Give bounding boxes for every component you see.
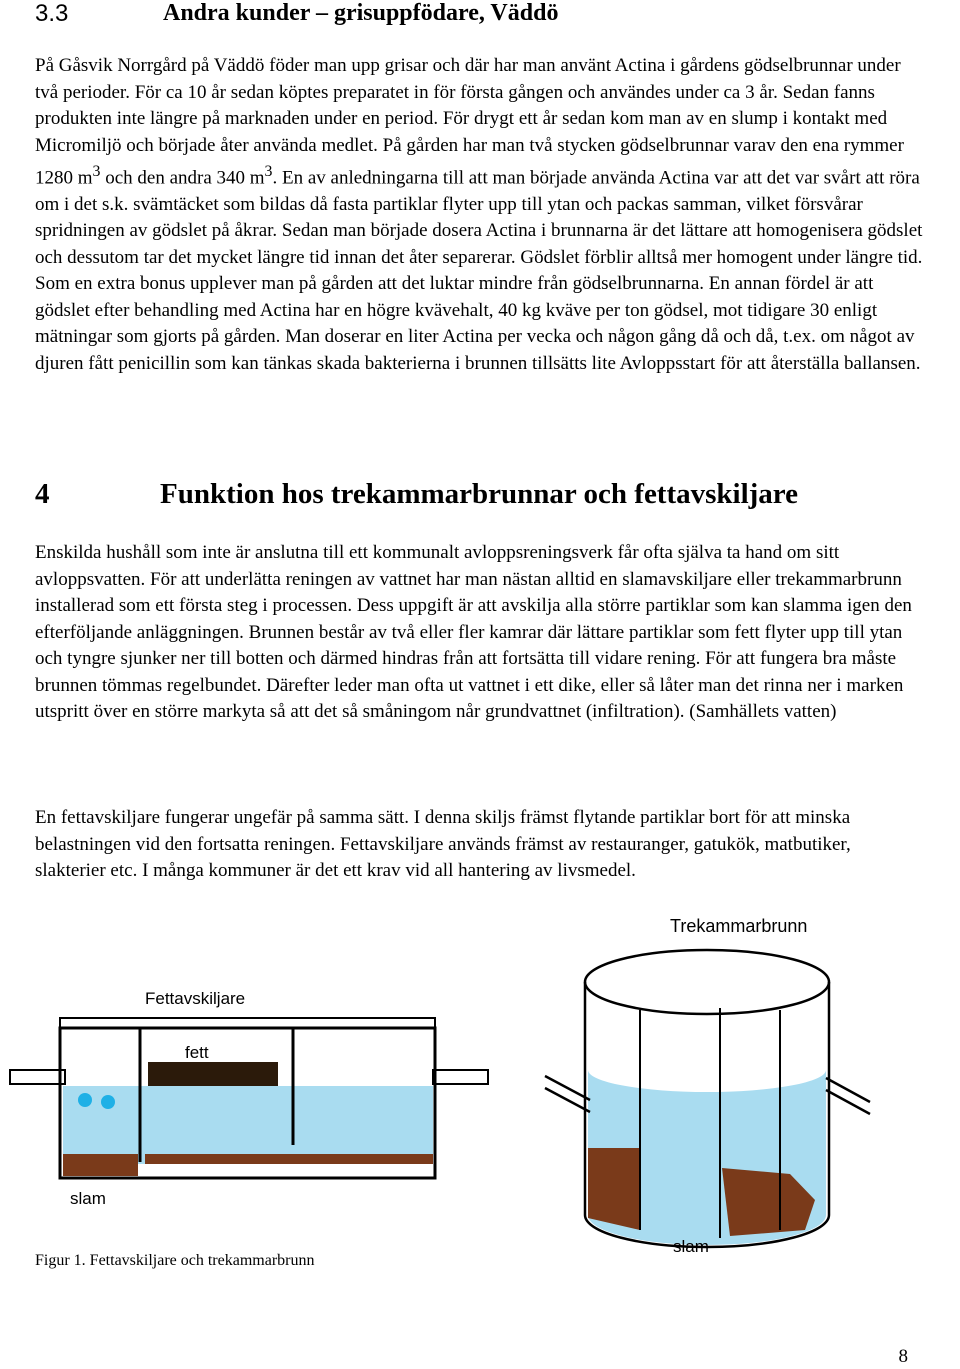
chapter-paragraph-2: En fettavskiljare fungerar ungefär på samma sätt. I denna skiljs främst flytande partiklar bort för att minska belastningen vid den fortsatta reningen. Fettavskiljare används främst av restauranger, gatukök, matbutiker, slakterier etc. I många kommuner är det ett krav vid all hantering av livsmedel. [35, 807, 851, 881]
water-area [63, 1086, 433, 1164]
outlet-pipe-right [826, 1078, 870, 1102]
figure [0, 900, 960, 1290]
slam-label-right: slam [673, 1237, 709, 1256]
fat-layer [148, 1062, 278, 1086]
bubble [78, 1093, 92, 1107]
fettavskiljare-title: Fettavskiljare [145, 989, 246, 1008]
chapter-title: Funktion hos trekammarbrunnar och fettavskiljare [160, 478, 799, 510]
figure-illustrations [0, 900, 960, 1290]
chapter-paragraph-1: Enskilda hushåll som inte är anslutna till ett kommunalt avloppsreningsverk får ofta själva ta hand om sitt avloppsvatten. För att underlätta reningen av vattnet har man nästan alltid en slamavskiljare eller trekammarbrunn installerad som ett första steg i processen. Dess uppgift är att avskilja alla större partiklar som kan slamma igen den efterföljande anläggningen. Brunnen består av två eller fler kamrar där lättare partiklar som fett flyter upp till ytan och tyngre sjunker ner till botten och därmed hindras från att fortsätta till vidare rening. För att fungera bra måste brunnen tömmas regelbundet. Därefter leder man ofta ut vattnet i ett dike, eller så låter man det rinna ner i marken utspritt över en större markyta så att det så småningom når grundvattnet (infiltration). (Samhällets vatten) [35, 542, 912, 722]
section-paragraph [35, 53, 925, 377]
paragraph-text-part1: På Gåsvik Norrgård på Väddö föder man upp grisar och där har man använt Actina i gårdens gödselbrunnar under två perioder. För ca 10 år sedan köptes preparatet in för första gången och användes under ca 3 år. Sedan fanns produkten inte längre på marknaden under en period. För drygt ett år sedan kom man av en slump i kontakt med Micromiljö och började åter använda medlet. På gården har man två stycken gödselbrunnar varav den ena rymmer 1280 m [35, 55, 904, 189]
outlet-pipe [433, 1070, 488, 1084]
bubble [101, 1095, 115, 1109]
superscript-3: 3 [264, 163, 273, 180]
figure-caption: Figur 1. Fettavskiljare och trekammarbrunn [35, 1252, 315, 1269]
cylinder-top [585, 950, 829, 1014]
chapter-number: 4 [35, 478, 50, 510]
section-heading [35, 0, 559, 28]
slam-label-left: slam [70, 1189, 106, 1208]
brunn-sludge-left [588, 1148, 640, 1230]
sludge-layer-2 [145, 1154, 433, 1164]
page-number: 8 [898, 1346, 908, 1367]
chapter-heading [35, 478, 799, 511]
trekammarbrunn-diagram [545, 916, 870, 1256]
inlet-pipe-right [545, 1076, 590, 1100]
inlet-pipe-right-2 [545, 1088, 590, 1112]
fettavskiljare-diagram [10, 989, 488, 1208]
section-number: 3.3 [35, 0, 69, 27]
trekammarbrunn-title: Trekammarbrunn [670, 916, 808, 936]
fett-label: fett [185, 1043, 209, 1062]
inlet-pipe [10, 1070, 65, 1084]
section-title: Andra kunder – grisuppfödare, Väddö [163, 0, 559, 26]
outlet-pipe-right-2 [826, 1090, 870, 1114]
superscript-3: 3 [92, 163, 101, 180]
paragraph-text-part3: . En av anledningarna till att man började använda Actina var att det var svårt att röra om i det s.k. svämtäcket som bildas då fasta partiklar flyter upp till ytan och packas samman, vilket försvårar spridningen av gödslet på åkrar. Sedan man började dosera Actina i brunnarna är det lättare att homogenisera gödslet och dessutom tar det mycket längre tid innan det åter separerar. Gödslet förblir alltså mer homogent under längre tid. Som en extra bonus upplever man på gården att det luktar mindre från gödselbrunnarna. En annan fördel är att gödslet efter behandling med Actina har en högre kvävehalt, 40 kg kväve per ton gödsel, mot tidigare 30 enligt mätningar som gjorts på gården. Man doserar en liter Actina per vecka och någon gång då och då, t.ex. om något av djuren fått penicillin som kan tänkas skada bakterierna i brunnen tillsätts lite Avloppsstart för att återställa ballansen. [35, 167, 923, 374]
sludge-layer [63, 1154, 138, 1176]
paragraph-text-part2: och den andra 340 m [100, 167, 265, 189]
